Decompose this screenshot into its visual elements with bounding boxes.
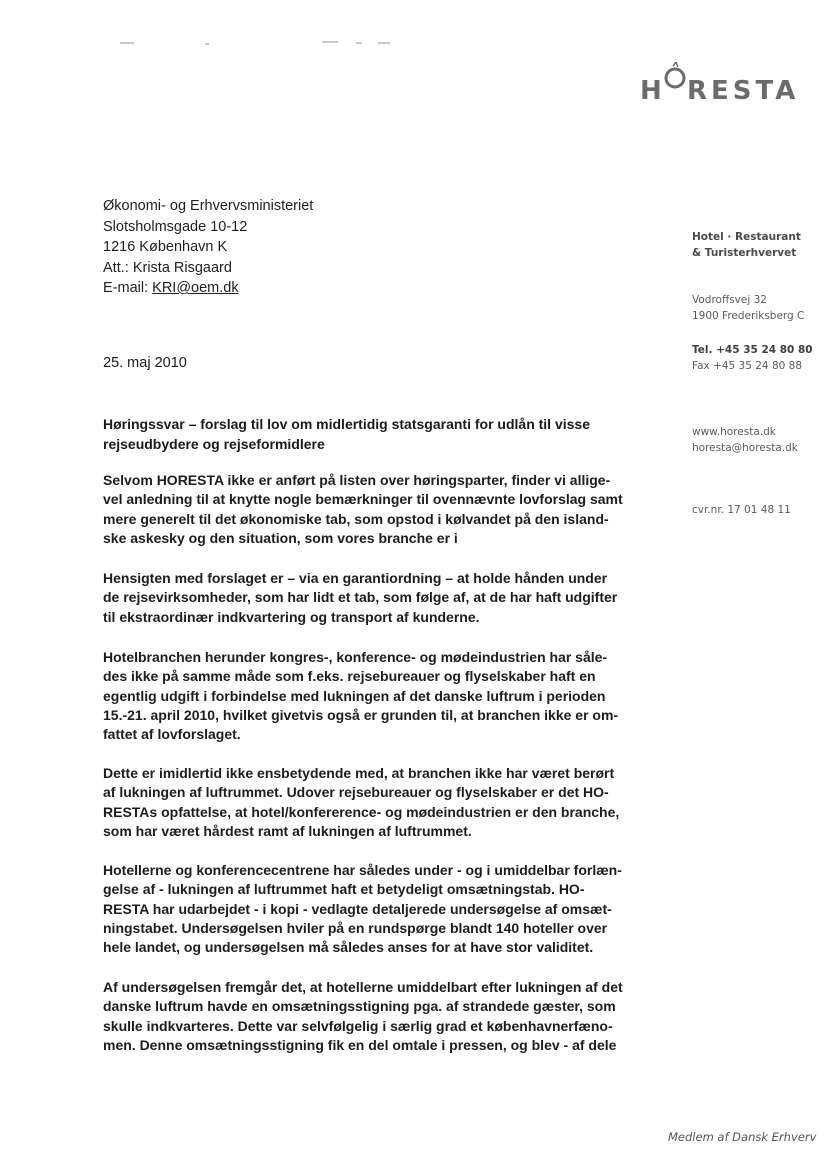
- scan-speck: [205, 43, 209, 45]
- body-paragraph: [103, 978, 633, 1055]
- recipient-line: Att.: Krista Risgaard: [103, 259, 232, 276]
- paragraph-line: af lukningen af luftrummet. Udover rejsebureauer og flyselskaber er det HO-: [103, 784, 609, 801]
- paragraph-line: mere generelt til det økonomiske tab, som opstod i kølvandet på den island-: [103, 510, 609, 527]
- sidebar-org-name: [692, 229, 801, 261]
- paragraph-line: Hotelbranchen herunder kongres-, konference- og mødeindustrien har såle-: [103, 649, 608, 665]
- paragraph-line: gelse af - lukningen af luftrummet haft et betydeligt omsætningstab. HO-: [103, 881, 585, 898]
- sidebar-address-line: 1900 Frederiksberg C: [692, 310, 805, 322]
- email-label: E-mail:: [103, 280, 153, 296]
- recipient-email-line: [103, 278, 313, 299]
- sidebar-org-line: Hotel · Restaurant: [692, 231, 801, 243]
- scan-speck: [356, 42, 362, 44]
- sidebar-web: [692, 424, 798, 456]
- body-paragraph: [103, 861, 633, 957]
- paragraph-line: Selvom HORESTA ikke er anført på listen over høringsparter, finder vi allige-: [103, 472, 611, 488]
- paragraph-line: skulle indkvarteres. Dette var selvfølgelig i særlig grad et københavnerfæno-: [103, 1017, 613, 1034]
- body-paragraph: [103, 764, 633, 841]
- body-paragraph: [103, 471, 633, 548]
- sidebar-address: [692, 292, 804, 324]
- body-paragraph: [103, 648, 633, 744]
- sidebar-tel: Tel. +45 35 24 80 80: [692, 344, 813, 356]
- letter-subject: [103, 414, 638, 454]
- paragraph-line: de rejsevirksomheder, som har lidt et tab, som følge af, at de har haft udgifter: [103, 589, 618, 606]
- paragraph-line: Af undersøgelsen fremgår det, at hotellerne umiddelbart efter lukningen af det: [103, 979, 623, 995]
- paragraph-line: Hotellerne og konferencecentrene har således under - og i umiddelbar forlæn-: [103, 862, 622, 878]
- logo-letters-resta: RESTA: [687, 76, 800, 106]
- sidebar-phone: [692, 342, 813, 374]
- paragraph-line: Dette er imidlertid ikke ensbetydende med, at branchen ikke har været berørt: [103, 765, 615, 781]
- paragraph-line: vel anledning til at knytte nogle bemærkninger til ovennævnte lovforslag samt: [103, 491, 623, 508]
- paragraph-line: egentlig udgift i forbindelse med lukningen af det danske luftrum i perioden: [103, 687, 606, 704]
- paragraph-line: fattet af lovforslaget.: [103, 726, 241, 743]
- recipient-line: Slotsholmsgade 10-12: [103, 218, 248, 235]
- horesta-logo: [640, 62, 800, 110]
- letter-date: 25. maj 2010: [103, 355, 187, 371]
- paragraph-line: ningstabet. Undersøgelsen hviler på en rundspørge blandt 140 hoteller over: [103, 919, 608, 936]
- sidebar-website-link[interactable]: www.horesta.dk: [692, 426, 776, 438]
- paragraph-line: som har været hårdest ramt af lukningen af luftrummet.: [103, 822, 472, 839]
- body-paragraph: [103, 569, 633, 627]
- paragraph-line: RESTAs opfattelse, at hotel/konfererence- og mødeindustrien er den branche,: [103, 803, 620, 820]
- paragraph-line: RESTA har udarbejdet - i kopi - vedlagte detaljerede undersøgelse af omsæt-: [103, 900, 612, 917]
- subject-line: Høringssvar – forslag til lov om midlertidig statsgaranti for udlån til visse: [103, 416, 590, 432]
- recipient-line: Økonomi- og Erhvervsministeriet: [103, 198, 314, 214]
- footer-membership: Medlem af Dansk Erhverv: [668, 1130, 817, 1144]
- paragraph-line: Hensigten med forslaget er – via en garantiordning – at holde hånden under: [103, 570, 608, 586]
- sidebar-fax: Fax +45 35 24 80 88: [692, 360, 803, 372]
- recipient-email-link[interactable]: KRI@oem.dk: [152, 280, 239, 296]
- subject-line: rejseudbydere og rejseformidlere: [103, 436, 325, 452]
- sidebar-org-line: & Turisterhvervet: [692, 247, 797, 259]
- paragraph-line: danske luftrum havde en omsætningsstigning pga. af strandede gæster, som: [103, 998, 616, 1015]
- paragraph-line: ske askesky og den situation, som vores branche er i: [103, 529, 458, 546]
- sidebar-address-line: Vodroffsvej 32: [692, 294, 767, 306]
- scan-speck: [120, 42, 134, 44]
- sidebar-email-link[interactable]: horesta@horesta.dk: [692, 442, 798, 454]
- paragraph-line: 15.-21. april 2010, hvilket givetvis også er grunden til, at branchen ikke er om-: [103, 706, 619, 723]
- scan-speck: [322, 41, 338, 43]
- recipient-address: [103, 196, 313, 299]
- sidebar-cvr: cvr.nr. 17 01 48 11: [692, 504, 791, 516]
- logo-o-mark-icon: [660, 62, 690, 102]
- paragraph-line: til ekstraordinær indkvartering og transport af kunderne.: [103, 608, 480, 625]
- recipient-line: 1216 København K: [103, 239, 228, 255]
- paragraph-line: des ikke på samme måde som f.eks. rejsebureauer og flyselskaber haft en: [103, 668, 596, 685]
- logo-letter-h: H: [640, 76, 666, 106]
- scan-speck: [378, 42, 390, 44]
- paragraph-line: hele landet, og undersøgelsen må således anses for at have stor validitet.: [103, 939, 594, 956]
- paragraph-line: men. Denne omsætningsstigning fik en del omtale i pressen, og blev - af dele: [103, 1036, 617, 1053]
